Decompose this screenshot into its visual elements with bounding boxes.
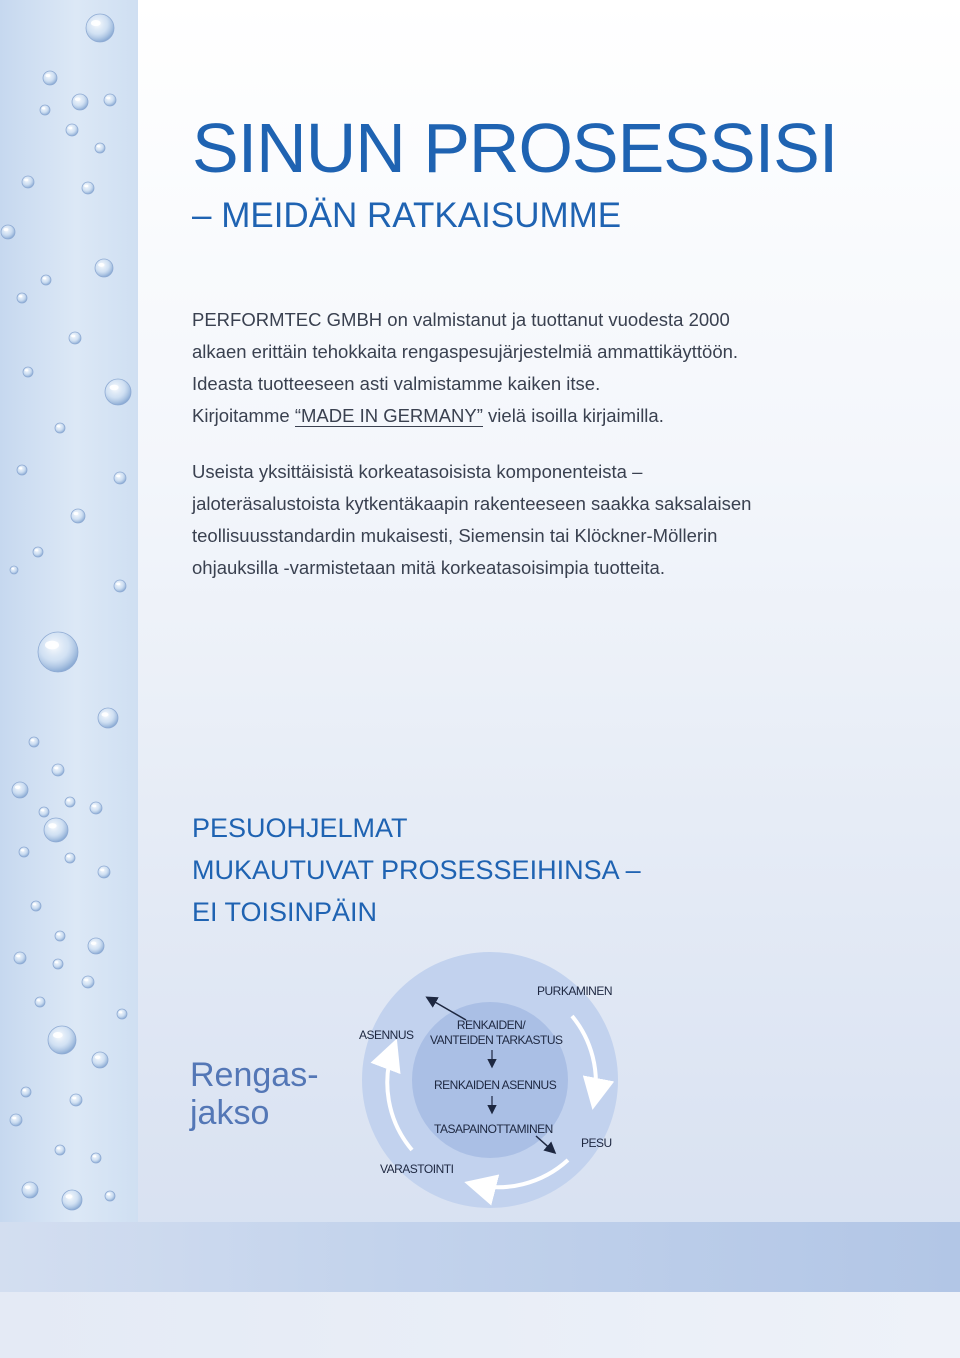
- water-drop-highlight: [102, 712, 109, 716]
- water-drop-highlight: [12, 1117, 16, 1120]
- water-drop-highlight: [106, 97, 110, 100]
- programs-heading-line: EI TOISINPÄIN: [192, 897, 378, 927]
- water-drop: [71, 509, 85, 523]
- water-drop-highlight: [107, 1193, 111, 1195]
- intro-line-prefix: Kirjoitamme: [192, 405, 295, 426]
- water-drop-highlight: [31, 739, 35, 741]
- water-drop-highlight: [91, 941, 97, 945]
- label-tasapainottaminen: TASAPAINOTTAMINEN: [434, 1122, 553, 1136]
- water-drop: [114, 472, 126, 484]
- water-drop: [17, 465, 27, 475]
- water-drop-highlight: [11, 568, 14, 570]
- water-drop: [105, 1191, 115, 1201]
- water-drop-highlight: [91, 20, 101, 26]
- water-drop-highlight: [53, 1032, 63, 1038]
- water-drop-highlight: [15, 785, 21, 789]
- water-drops-illustration: [0, 0, 138, 1358]
- water-drop: [1, 225, 15, 239]
- water-drop: [22, 176, 34, 188]
- water-drop: [65, 853, 75, 863]
- water-drop: [105, 379, 131, 405]
- water-drop: [33, 547, 43, 557]
- water-drop: [41, 275, 51, 285]
- water-drop: [48, 1026, 76, 1054]
- water-drop: [95, 143, 105, 153]
- intro-line: PERFORMTEC GMBH on valmistanut ja tuottanut vuodesta 2000: [192, 309, 730, 330]
- water-drop: [98, 708, 118, 728]
- water-drop: [82, 182, 94, 194]
- water-drop-highlight: [35, 549, 39, 551]
- water-drop-highlight: [43, 277, 47, 279]
- water-drop-highlight: [67, 855, 71, 857]
- water-drop: [35, 997, 45, 1007]
- water-drop-highlight: [57, 1147, 61, 1149]
- water-drop-highlight: [95, 1055, 101, 1059]
- water-drop-highlight: [75, 97, 81, 101]
- water-drop-highlight: [37, 999, 41, 1001]
- intro-line: Ideasta tuotteeseen asti valmistamme kaiken itse.: [192, 373, 601, 394]
- water-drop-highlight: [119, 1011, 123, 1013]
- water-drop: [55, 1145, 65, 1155]
- water-drop-highlight: [23, 1089, 27, 1091]
- water-drop: [40, 105, 50, 115]
- water-drop: [86, 14, 114, 42]
- water-drop: [43, 71, 57, 85]
- water-drop-highlight: [48, 823, 56, 828]
- water-drop: [10, 566, 18, 574]
- water-drop-highlight: [19, 467, 23, 469]
- water-drop: [52, 764, 64, 776]
- water-drop: [95, 259, 113, 277]
- water-drop-highlight: [98, 263, 104, 267]
- water-drop-highlight: [110, 385, 119, 391]
- water-drop-highlight: [25, 369, 29, 371]
- water-drop: [104, 94, 116, 106]
- label-varastointi: VARASTOINTI: [380, 1162, 454, 1176]
- water-drop: [69, 332, 81, 344]
- water-drop-highlight: [84, 979, 88, 982]
- water-drop: [12, 782, 28, 798]
- components-paragraph: [192, 456, 751, 584]
- water-drop: [65, 797, 75, 807]
- bottom-band: [0, 1222, 960, 1292]
- water-drop-highlight: [41, 809, 45, 811]
- water-drop-highlight: [97, 145, 101, 147]
- label-tarkastus-line: VANTEIDEN TARKASTUS: [430, 1033, 563, 1047]
- water-drop-highlight: [24, 179, 28, 182]
- water-drop: [55, 423, 65, 433]
- water-drop-highlight: [45, 641, 59, 650]
- water-drop: [44, 818, 68, 842]
- water-drop: [82, 976, 94, 988]
- water-drop-highlight: [33, 903, 37, 905]
- water-drop: [21, 1087, 31, 1097]
- components-line: ohjauksilla -varmistetaan mitä korkeatasoisimpia tuotteita.: [192, 557, 665, 578]
- water-drop: [19, 847, 29, 857]
- water-drop: [91, 1153, 101, 1163]
- page-title: SINUN PROSESSISI: [192, 109, 838, 187]
- water-drop-highlight: [92, 805, 96, 808]
- water-drop-highlight: [54, 767, 58, 770]
- water-drop-highlight: [57, 933, 61, 935]
- water-drop: [114, 580, 126, 592]
- water-drop-highlight: [57, 425, 61, 427]
- water-drop-highlight: [72, 1097, 76, 1100]
- water-drop: [117, 1009, 127, 1019]
- water-drop-highlight: [67, 799, 71, 801]
- intro-line: alkaen erittäin tehokkaita rengaspesujärjestelmiä ammattikäyttöön.: [192, 341, 739, 362]
- tire-cycle-label: [190, 1056, 319, 1132]
- water-drop: [38, 632, 78, 672]
- water-drop: [98, 866, 110, 878]
- water-drop-highlight: [93, 1155, 97, 1157]
- water-drop-highlight: [25, 1185, 31, 1189]
- water-drop-highlight: [68, 127, 72, 130]
- water-drop-highlight: [116, 475, 120, 478]
- label-renkaiden-asennus: RENKAIDEN ASENNUS: [434, 1078, 557, 1092]
- components-line: Useista yksittäisistä korkeatasoisista komponenteista –: [192, 461, 643, 482]
- water-drop-highlight: [55, 961, 59, 963]
- water-drop-highlight: [100, 869, 104, 872]
- water-drop: [70, 1094, 82, 1106]
- label-tarkastus-line: RENKAIDEN/: [456, 1018, 526, 1032]
- water-drop: [17, 293, 27, 303]
- water-drop: [22, 1182, 38, 1198]
- water-drop: [62, 1190, 82, 1210]
- programs-heading-line: MUKAUTUVAT PROSESSEIHINSA –: [192, 855, 641, 885]
- label-tarkastus: [430, 1018, 563, 1048]
- water-drop: [88, 938, 104, 954]
- cycle-label-line: jakso: [190, 1094, 270, 1132]
- label-asennus: ASENNUS: [359, 1028, 414, 1042]
- water-drop: [92, 1052, 108, 1068]
- made-in-germany-highlight: “MADE IN GERMANY”: [294, 405, 483, 426]
- water-drop: [90, 802, 102, 814]
- water-drop: [39, 807, 49, 817]
- water-drop-highlight: [3, 228, 8, 231]
- water-drop: [55, 931, 65, 941]
- intro-line-suffix: vielä isoilla kirjaimilla.: [482, 405, 664, 426]
- water-drop: [72, 94, 88, 110]
- water-drop-highlight: [116, 583, 120, 586]
- programs-heading-line: PESUOHJELMAT: [192, 813, 408, 843]
- water-drop: [23, 367, 33, 377]
- water-drop-highlight: [19, 295, 23, 297]
- components-line: jaloteräsalustoista kytkentäkaapin rakenteeseen saakka saksalaisen: [192, 493, 752, 514]
- water-drop: [10, 1114, 22, 1126]
- water-drop-highlight: [71, 335, 75, 338]
- water-drop-highlight: [42, 107, 46, 109]
- page-subtitle: – MEIDÄN RATKAISUMME: [192, 196, 622, 235]
- label-pesu: PESU: [581, 1136, 612, 1150]
- water-drop: [53, 959, 63, 969]
- sidebar-water-drops: [0, 0, 138, 1358]
- water-drop-highlight: [21, 849, 25, 851]
- cycle-label-line: Rengas-: [190, 1056, 319, 1094]
- water-drop-highlight: [45, 74, 50, 77]
- water-drop-highlight: [16, 955, 20, 958]
- tire-cycle-diagram: [340, 950, 640, 1210]
- bottom-strip: [0, 1292, 960, 1358]
- water-drop-highlight: [73, 512, 78, 515]
- label-purkaminen: PURKAMINEN: [537, 984, 613, 998]
- components-line: teollisuusstandardin mukaisesti, Siemensin tai Klöckner-Möllerin: [192, 525, 718, 546]
- water-drop-highlight: [66, 1194, 73, 1198]
- water-drop: [29, 737, 39, 747]
- water-drop: [14, 952, 26, 964]
- water-drop: [66, 124, 78, 136]
- water-drop-highlight: [84, 185, 88, 188]
- water-drop: [31, 901, 41, 911]
- intro-paragraph: [192, 304, 738, 432]
